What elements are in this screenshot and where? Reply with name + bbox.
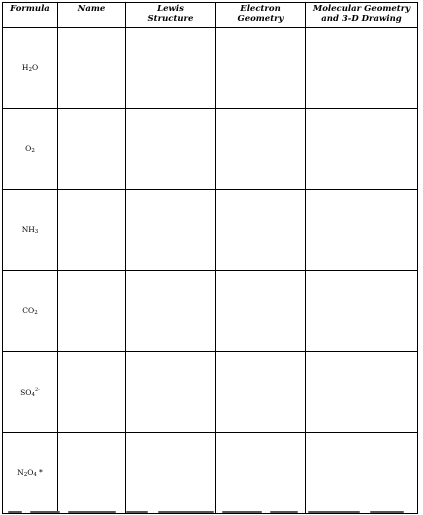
table-row (3, 271, 418, 352)
formula-subscript: 2 (31, 148, 35, 154)
header-name-label: Name (77, 4, 106, 14)
formula-subscript: 2 (34, 310, 38, 316)
table-row (3, 190, 418, 271)
header-molecular-geometry (306, 3, 418, 28)
electron-geometry-cell[interactable] (216, 352, 306, 433)
formula-text: CO (22, 306, 35, 315)
cut-off-text-line (8, 508, 413, 515)
molecular-geometry-cell[interactable] (306, 190, 418, 271)
formula-subscript: 4 (31, 391, 35, 398)
electron-geometry-cell[interactable] (216, 271, 306, 352)
electron-geometry-cell[interactable] (216, 28, 306, 109)
formula-cell (3, 190, 58, 271)
molecular-geometry-cell[interactable] (306, 109, 418, 190)
name-cell[interactable] (58, 190, 126, 271)
formula-text: N (17, 468, 24, 477)
molecular-geometry-cell[interactable] (306, 352, 418, 433)
name-cell[interactable] (58, 28, 126, 109)
formula-text: O (25, 144, 32, 153)
lewis-structure-cell[interactable] (126, 190, 216, 271)
formula-subscript: 3 (34, 229, 39, 235)
header-name (58, 3, 126, 28)
lewis-structure-cell[interactable] (126, 109, 216, 190)
formula-subscript: 4 (33, 472, 37, 478)
formula-text: H (21, 63, 29, 72)
header-row (3, 3, 418, 28)
formula-cell (3, 28, 58, 109)
formula-text: NH (21, 225, 35, 234)
header-formula (3, 3, 58, 28)
table-row (3, 28, 418, 109)
name-cell[interactable] (58, 352, 126, 433)
electron-geometry-cell[interactable] (216, 190, 306, 271)
electron-geometry-cell[interactable] (216, 109, 306, 190)
lewis-structure-cell[interactable] (126, 433, 216, 514)
header-molecular-line-2: and 3-D Drawing (321, 14, 402, 24)
name-cell[interactable] (58, 433, 126, 514)
header-lewis-line-1: Lewis (157, 4, 184, 14)
table-row (3, 352, 418, 433)
formula-text: O (27, 468, 34, 477)
formula-cell (3, 433, 58, 514)
lewis-structure-cell[interactable] (126, 271, 216, 352)
table-row (3, 433, 418, 514)
formula-cell (3, 352, 58, 433)
header-formula-label: Formula (10, 4, 50, 14)
electron-geometry-cell[interactable] (216, 433, 306, 514)
header-lewis-structure (126, 3, 216, 28)
header-electron-geometry (216, 3, 306, 28)
formula-text: SO (20, 387, 32, 397)
formula-subscript: 2 (28, 67, 32, 73)
header-electron-line-2: Geometry (237, 14, 284, 24)
molecular-geometry-cell[interactable] (306, 271, 418, 352)
molecular-geometry-cell[interactable] (306, 433, 418, 514)
table-row (3, 109, 418, 190)
formula-cell (3, 109, 58, 190)
asterisk-mark: * (38, 468, 43, 477)
formula-cell (3, 271, 58, 352)
formula-text: O (31, 63, 39, 72)
molecular-geometry-table (2, 2, 418, 514)
name-cell[interactable] (58, 271, 126, 352)
lewis-structure-cell[interactable] (126, 28, 216, 109)
header-lewis-line-2: Structure (147, 14, 194, 24)
lewis-structure-cell[interactable] (126, 352, 216, 433)
formula-superscript: 2- (34, 386, 40, 393)
molecular-geometry-cell[interactable] (306, 28, 418, 109)
formula-subscript: 2 (23, 472, 28, 478)
name-cell[interactable] (58, 109, 126, 190)
header-electron-line-1: Electron (240, 4, 281, 14)
header-molecular-line-1: Molecular Geometry (312, 4, 411, 14)
